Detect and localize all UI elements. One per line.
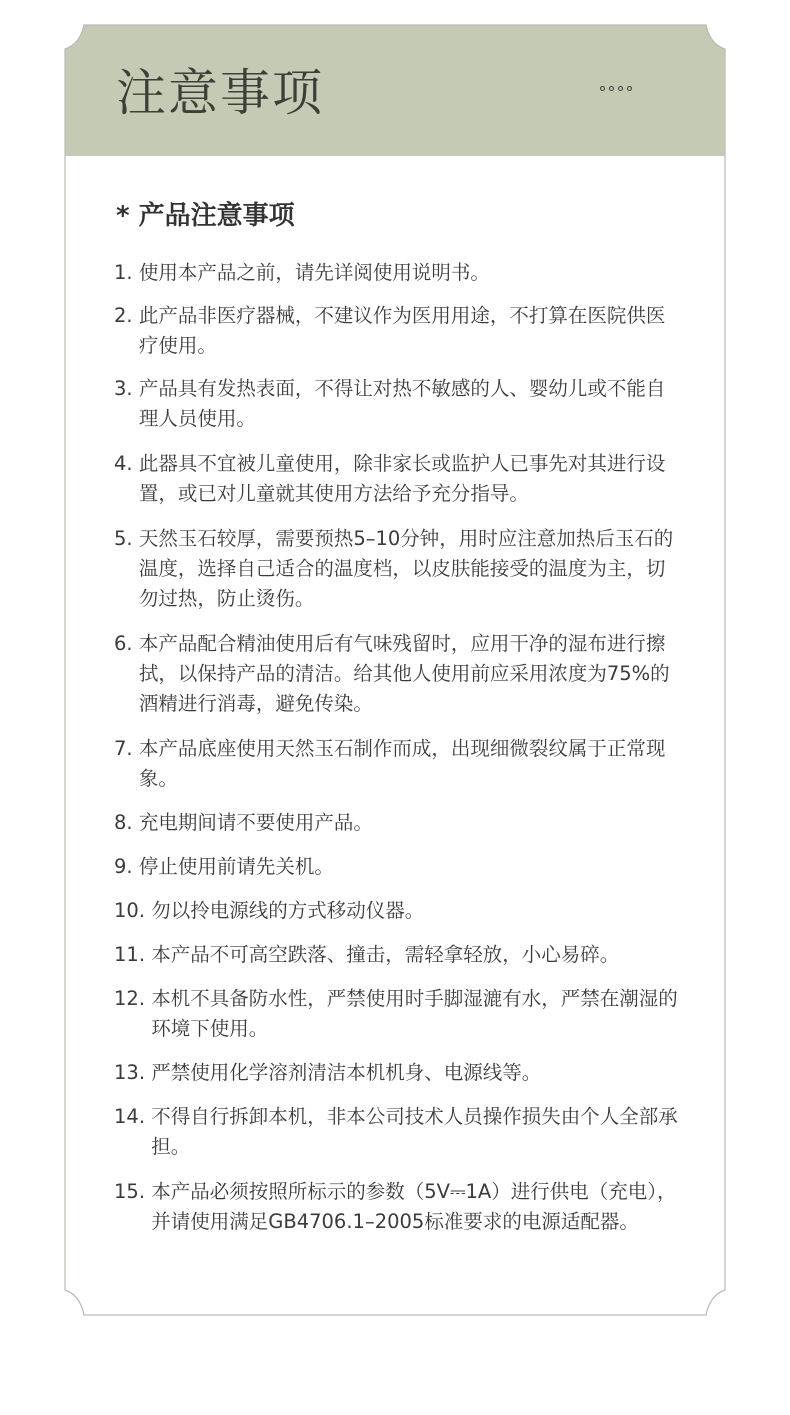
note-item [114, 524, 684, 614]
more-dots-icon [600, 86, 632, 91]
note-number: 15. [114, 1180, 152, 1203]
notes-list [114, 258, 684, 1237]
note-item [114, 734, 684, 794]
note-item [114, 1102, 684, 1162]
dot-icon [609, 86, 614, 91]
note-number: 2. [114, 304, 139, 327]
note-number: 12. [114, 987, 152, 1010]
note-text: 不得自行拆卸本机，非本公司技术人员操作损失由个人全部承担。 [151, 1105, 678, 1158]
note-text: 此器具不宜被儿童使用，除非家长或监护人已事先对其进行设置，或已对儿童就其使用方法给予充分指导。 [138, 452, 666, 505]
note-item [114, 984, 684, 1044]
section-title: * 产品注意事项 [116, 201, 295, 231]
note-text: 产品具有发热表面，不得让对热不敏感的人、婴幼儿或不能自理人员使用。 [138, 377, 666, 430]
note-item [114, 449, 684, 509]
note-item [114, 896, 684, 926]
note-text: 本产品配合精油使用后有气味残留时，应用干净的湿布进行擦拭，以保持产品的清洁。给其他人使用前应采用浓度为75%的酒精进行消毒，避免传染。 [138, 632, 670, 715]
note-text: 本产品必须按照所标示的参数（5V⎓1A）进行供电（充电），并请使用满足GB4706.1–2005标准要求的电源适配器。 [151, 1180, 677, 1233]
note-item [114, 852, 684, 882]
note-text: 充电期间请不要使用产品。 [138, 811, 373, 834]
dot-icon [618, 86, 623, 91]
note-number: 7. [114, 737, 139, 760]
note-text: 本产品底座使用天然玉石制作而成，出现细微裂纹属于正常现象。 [138, 737, 666, 790]
dot-icon [600, 86, 605, 91]
note-number: 8. [114, 811, 139, 834]
note-number: 11. [114, 943, 152, 966]
note-item [114, 374, 684, 434]
note-number: 6. [114, 632, 139, 655]
note-item [114, 808, 684, 838]
note-text: 严禁使用化学溶剂清洁本机机身、电源线等。 [151, 1061, 542, 1084]
note-item [114, 1177, 684, 1237]
note-number: 13. [114, 1061, 152, 1084]
note-text: 本机不具备防水性，严禁使用时手脚湿漉有水，严禁在潮湿的环境下使用。 [151, 987, 678, 1040]
note-text: 此产品非医疗器械，不建议作为医用用途，不打算在医院供医疗使用。 [138, 304, 666, 357]
note-text: 勿以拎电源线的方式移动仪器。 [151, 899, 425, 922]
note-text: 停止使用前请先关机。 [138, 855, 334, 878]
note-text: 天然玉石较厚，需要预热5–10分钟，用时应注意加热后玉石的温度，选择自己适合的温度档，以皮肤能接受的温度为主，切勿过热，防止烫伤。 [138, 527, 674, 610]
note-number: 4. [114, 452, 139, 475]
page-title: 注意事项 [116, 64, 324, 122]
note-item [114, 940, 684, 970]
note-number: 5. [114, 527, 139, 550]
note-text: 使用本产品之前，请先详阅使用说明书。 [138, 261, 490, 284]
note-item [114, 629, 684, 719]
note-number: 10. [114, 899, 152, 922]
dot-icon [627, 86, 632, 91]
note-number: 1. [114, 261, 139, 284]
note-item [114, 301, 684, 361]
note-number: 9. [114, 855, 139, 878]
note-text: 本产品不可高空跌落、撞击，需轻拿轻放，小心易碎。 [151, 943, 620, 966]
note-number: 14. [114, 1105, 152, 1128]
note-number: 3. [114, 377, 139, 400]
note-item [114, 258, 684, 288]
note-item [114, 1058, 684, 1088]
